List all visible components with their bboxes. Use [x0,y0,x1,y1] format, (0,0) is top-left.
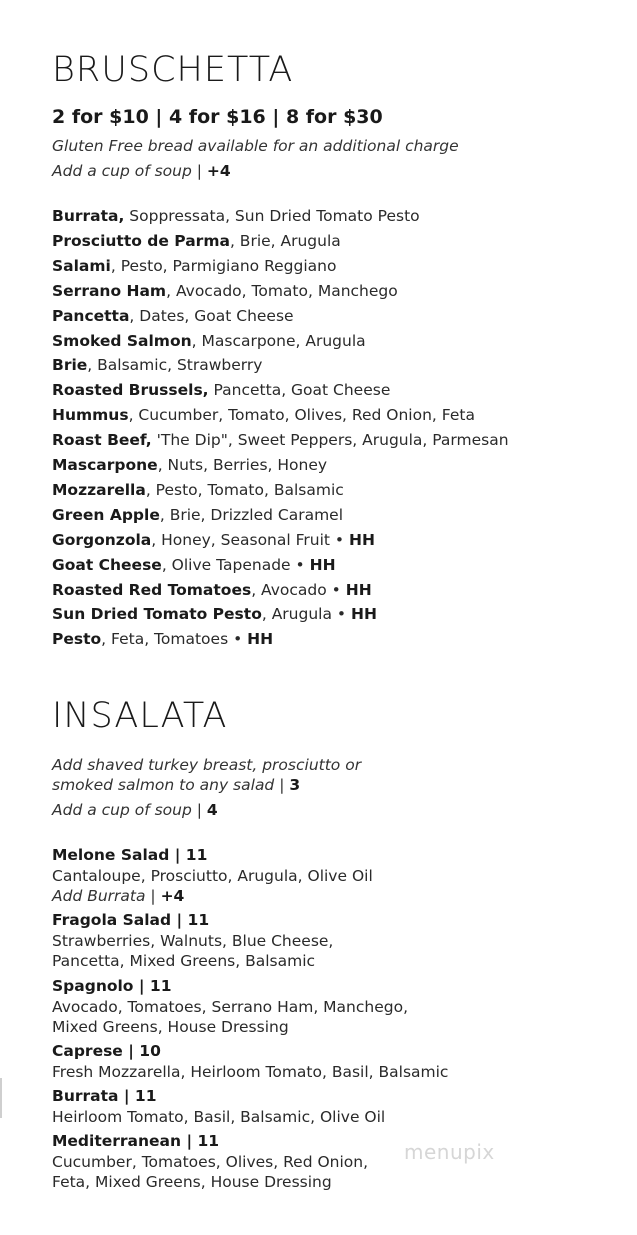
bruschetta-title: BRUSCHETTA [52,50,294,90]
salad-addon-label: Add Burrata | [52,887,161,905]
bruschetta-item [52,207,420,225]
item-name: Brie [52,356,88,375]
item-description: , Brie, Arugula [229,231,341,250]
salad-description: Heirloom Tomato, Basil, Balsamic, Olive Oil [52,1107,386,1126]
item-name: Goat Cheese [52,555,162,574]
insalata-soup-label: Add a cup of soup | [52,801,207,819]
item-description: , Balsamic, Strawberry [87,356,263,375]
item-name: Smoked Salmon [52,331,192,350]
item-description: , Feta, Tomatoes • [101,630,248,649]
happy-hour-tag: HH [345,580,372,599]
item-name: Sun Dried Tomato Pesto [52,605,262,624]
bruschetta-item [52,456,327,474]
bruschetta-item [52,431,509,449]
bruschetta-soup-note [52,162,231,180]
bruschetta-item [52,556,336,574]
item-description: , Brie, Drizzled Caramel [159,505,344,524]
bruschetta-item [52,531,375,549]
item-description: , Avocado, Tomato, Manchego [166,281,398,300]
item-name: Mascarpone [52,456,158,474]
happy-hour-tag: HH [247,630,274,649]
item-description: , Honey, Seasonal Fruit • [151,530,349,549]
salad-description: Feta, Mixed Greens, House Dressing [52,1173,332,1191]
insalata-soup-note [52,801,218,819]
salad-description: Cucumber, Tomatoes, Olives, Red Onion, [52,1152,369,1171]
page-edge-mark [0,1078,2,1118]
bruschetta-item [52,406,475,424]
bruschetta-item [52,232,341,250]
item-name: Pancetta [52,306,130,325]
item-name: Serrano Ham [52,281,167,300]
gluten-free-note: Gluten Free bread available for an additional charge [52,137,459,155]
insalata-title: INSALATA [52,696,228,736]
salad-name: Melone Salad | 11 [52,846,208,864]
bruschetta-item [52,581,372,599]
bruschetta-item [52,257,336,275]
bruschetta-item [52,307,294,325]
item-name: Roasted Brussels, [52,381,209,400]
happy-hour-tag: HH [309,555,336,574]
item-name: Hummus [52,406,129,425]
salad-description: Avocado, Tomatoes, Serrano Ham, Manchego, [52,997,409,1016]
item-name: Burrata, [52,207,125,225]
salad-description: Pancetta, Mixed Greens, Balsamic [52,952,316,970]
happy-hour-tag: HH [350,605,377,624]
item-name: Green Apple [52,505,160,524]
item-name: Roasted Red Tomatoes [52,580,252,599]
item-description: , Nuts, Berries, Honey [157,456,328,474]
salad-addon [52,887,184,905]
salad-description: Mixed Greens, House Dressing [52,1018,289,1036]
item-description: , Arugula • [261,605,351,624]
salad-description: Strawberries, Walnuts, Blue Cheese, [52,931,334,950]
addon-price: 3 [289,776,301,794]
item-description: , Mascarpone, Arugula [191,331,366,350]
salad-description: Fresh Mozzarella, Heirloom Tomato, Basil, Balsamic [52,1062,449,1081]
item-name: Prosciutto de Parma [52,231,230,250]
item-name: Salami [52,256,111,275]
item-name: Roast Beef, [52,431,152,450]
soup-price: +4 [206,162,231,180]
insalata-addon-note-line1: Add shaved turkey breast, prosciutto or [52,756,362,774]
salad-name: Caprese | 10 [52,1042,161,1060]
item-description: Soppressata, Sun Dried Tomato Pesto [124,207,420,225]
bruschetta-prices: 2 for $10 | 4 for $16 | 8 for $30 [52,106,383,128]
salad-name: Spagnolo | 11 [52,977,172,995]
salad-description: Cantaloupe, Prosciutto, Arugula, Olive Oil [52,866,373,885]
happy-hour-tag: HH [348,530,375,549]
item-name: Mozzarella [52,480,146,499]
item-description: 'The Dip", Sweet Peppers, Arugula, Parmesan [151,431,509,450]
item-description: , Pesto, Parmigiano Reggiano [110,256,337,275]
salad-name: Mediterranean | 11 [52,1132,220,1150]
salad-name: Burrata | 11 [52,1087,157,1105]
item-description: , Cucumber, Tomato, Olives, Red Onion, Feta [128,406,475,425]
item-description: , Pesto, Tomato, Balsamic [145,480,344,499]
bruschetta-item [52,381,390,399]
bruschetta-item [52,605,377,623]
bruschetta-item [52,332,366,350]
bruschetta-item [52,356,262,374]
item-description: Pancetta, Goat Cheese [208,381,391,400]
bruschetta-item [52,282,398,300]
insalata-addon-note-line2 [52,776,300,794]
salad-addon-price: +4 [160,887,185,905]
item-name: Pesto [52,630,102,649]
item-description: , Dates, Goat Cheese [129,306,294,325]
watermark-logo: menupix [404,1140,495,1164]
addon-label: smoked salmon to any salad | [52,776,290,794]
item-name: Gorgonzola [52,530,152,549]
item-description: , Olive Tapenade • [161,555,310,574]
item-description: , Avocado • [251,580,346,599]
soup-label: Add a cup of soup | [52,162,207,180]
bruschetta-item [52,481,344,499]
insalata-soup-price: 4 [206,801,218,819]
salad-name: Fragola Salad | 11 [52,911,210,929]
bruschetta-item [52,506,343,524]
bruschetta-item [52,630,273,648]
